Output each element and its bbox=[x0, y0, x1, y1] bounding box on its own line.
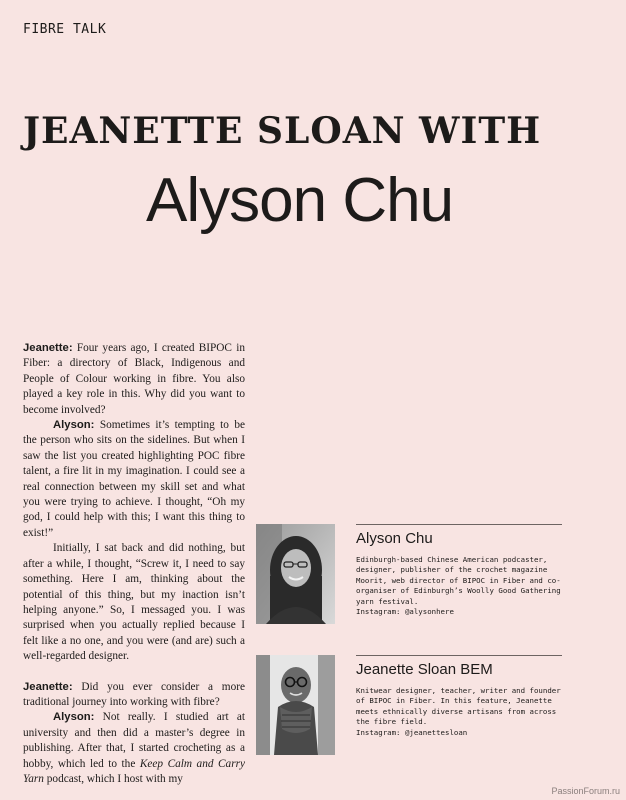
speaker-label: Alyson: bbox=[53, 419, 95, 432]
speaker-label: Jeanette: bbox=[23, 680, 73, 693]
profile-bio bbox=[356, 686, 562, 738]
paragraph-text: Did you ever consider a more traditional journey into working with fibre? bbox=[23, 680, 245, 708]
profile-instagram: Instagram: @alysonhere bbox=[356, 607, 454, 617]
paragraph-text: podcast, which I host with my bbox=[43, 772, 183, 785]
speaker-label: Alyson: bbox=[53, 711, 95, 724]
profile-alyson bbox=[256, 524, 562, 626]
headline-line-1: JEANETTE SLOAN WITH bbox=[23, 110, 542, 152]
paragraph-text: Not really. I studied art at university and then did a master’s degree in publishing. After that, I started crocheting as a hobby, which led to the bbox=[23, 711, 245, 770]
profile-bio bbox=[356, 555, 562, 617]
divider bbox=[356, 524, 562, 525]
podcast-title: Keep Calm and Carry Yarn bbox=[23, 757, 245, 785]
profile-name: Alyson Chu bbox=[356, 530, 433, 547]
profile-name: Jeanette Sloan BEM bbox=[356, 661, 493, 678]
profile-jeanette bbox=[256, 655, 562, 755]
profile-photo-jeanette bbox=[256, 655, 335, 755]
interview-body bbox=[23, 341, 245, 787]
paragraph-text: Sometimes it’s tempting to be the person who sits on the sidelines. But when I saw the list you created highlighting POC fibre talent, a fire lit in my imagination. I could see a real connection between my skill set and what you were trying to achieve. I thought, “Oh my god, I could help with this; I want this thing to exist!” bbox=[23, 419, 245, 539]
paragraph-text: Four years ago, I created BIPOC in Fiber: a directory of Black, Indigenous and People of Colour working in fibre. You also played a key role in this. Why did you want to become involved? bbox=[23, 342, 245, 416]
headline-line-2: Alyson Chu bbox=[146, 166, 454, 235]
profile-photo-alyson bbox=[256, 524, 335, 624]
paragraph bbox=[23, 710, 245, 787]
profile-bio-text: Knitwear designer, teacher, writer and founder of BIPOC in Fiber. In this feature, Jeanette meets ethnically diverse artisans from across the fibre field. bbox=[356, 686, 561, 727]
paragraph-text: Initially, I sat back and did nothing, but after a while, I thought, “Screw it, I need to say something. Here I am, thinking about the potential of this thing, but my inaction isn’t helping anyone.” So, I messaged you. I was surprised when you actually replied because I felt like a no one, and you were (and are) such a well-regarded designer. bbox=[23, 542, 245, 663]
paragraph bbox=[23, 341, 245, 418]
paragraph bbox=[23, 680, 245, 711]
watermark-credit: PassionForum.ru bbox=[551, 786, 620, 796]
profile-instagram: Instagram: @jeanettesloan bbox=[356, 727, 468, 737]
speaker-label: Jeanette: bbox=[23, 342, 73, 354]
paragraph bbox=[23, 541, 245, 664]
paragraph bbox=[23, 418, 245, 541]
profile-bio-text: Edinburgh-based Chinese American podcaster, designer, publisher of the crochet magazine Moorit, web director of BIPOC in Fiber and co-organiser of Edinburgh’s Woolly Good Gathering yarn festival. bbox=[356, 555, 561, 606]
divider bbox=[356, 655, 562, 656]
section-label: FIBRE TALK bbox=[23, 22, 107, 37]
